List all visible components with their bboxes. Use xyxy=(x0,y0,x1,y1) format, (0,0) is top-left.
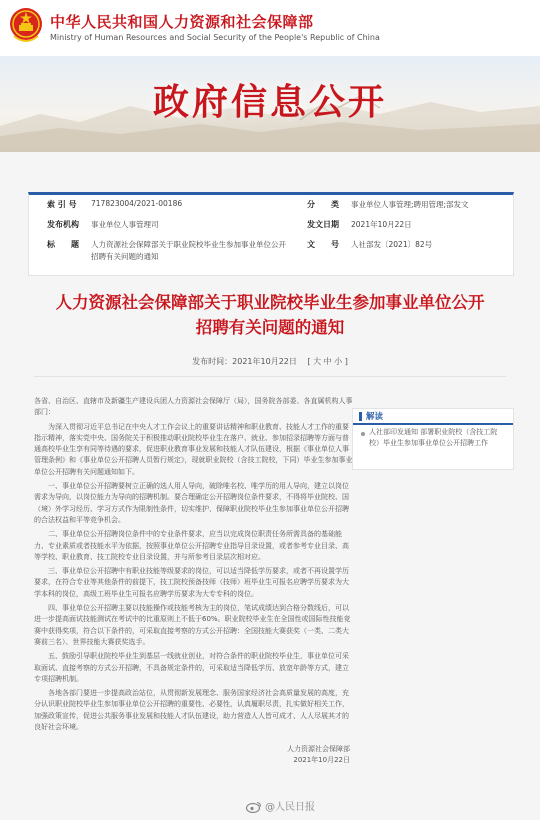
interpretation-header xyxy=(353,409,513,425)
accent-bar xyxy=(359,412,362,421)
watermark xyxy=(246,798,315,813)
interpretation-panel xyxy=(352,408,514,470)
publish-date: 发布时间：2021年10月22日 xyxy=(192,357,297,366)
national-emblem-icon xyxy=(8,6,44,46)
date-value: 2021年10月22日 xyxy=(351,220,412,229)
signature-org: 人力资源社会保障部 xyxy=(287,745,350,753)
issuer-value: 事业单位人事管理司 xyxy=(91,220,159,229)
issuer-label: 发布机构 xyxy=(47,220,79,229)
weibo-icon xyxy=(246,801,262,813)
index-label: 索 引 号 xyxy=(47,200,77,209)
category-label: 分 类 xyxy=(307,200,339,209)
article-title-line1: 人力资源社会保障部关于职业院校毕业生参加事业单位公开 xyxy=(55,293,485,312)
article-paragraph: 五、鼓励引导职业院校毕业生到基层一线就业创业，对符合条件的职业院校毕业生，事业单位可采取面试、直接考察的方式公开招聘，不具备规定条件的，可采取适当降低学历、放宽年龄等方式，建立专项招聘机制。 xyxy=(34,652,349,683)
index-value: 717823004/2021-00186 xyxy=(91,199,183,208)
title-value-line2: 招聘有关问题的通知 xyxy=(91,252,159,261)
signature-date: 2021年10月22日 xyxy=(293,756,350,764)
article-paragraph: 三、事业单位公开招聘中有职业技能等级要求的岗位，可以适当降低学历要求，或者不再设置学历要求，在符合专业等其他条件的前提下，技工院校预备技师（技师）班毕业生可报名应聘学历要求为大学本科的岗位，高级工班毕业生可报名应聘学历要求为大专专科的岗位。 xyxy=(34,567,349,598)
article-paragraph: 为深入贯彻习近平总书记在中央人才工作会议上的重要讲话精神和职业教育、技能人才工作的重要指示精神，落实党中央、国务院关于积极推动职业院校毕业生在落户、就业、参加招录招聘等方面与普通高校毕业生享有同等待遇的要求，促进职业教育事业发展和技能人才队伍建设，根据《事业单位人事管理条例》和《事业单位公开招聘人员暂行规定》，现就职业院校（含技工院校，下同）毕业生参加事业单位公开招聘有关问题通知如下。 xyxy=(34,422,353,476)
article-paragraph: 一、事业单位公开招聘要树立正确的选人用人导向，破除唯名校、唯学历的用人导向，建立以岗位需求为导向，以岗位能力为导向的招聘机制。要合理确定公开招聘岗位条件要求，不得将毕业院校、国（境）外学习经历、学习方式作为限制性条件，切实维护、保障职业院校毕业生参加事业单位公开招聘的合法权益和平等竞争机会。 xyxy=(34,482,349,524)
article-date-bar xyxy=(34,356,506,367)
font-size-switcher[interactable]: [ 大 中 小 ] xyxy=(307,357,348,366)
title-label: 标 题 xyxy=(47,240,79,249)
site-header xyxy=(0,0,540,56)
article-paragraph: 各地各部门要进一步提高政治站位，从贯彻新发展理念、服务国家经济社会高质量发展的高度，充分认识职业院校毕业生参加事业单位公开招聘的重要性、必要性，认真履职尽责，扎实做好相关工作，加强政策宣传，促进公共服务事业发展和技能人才队伍建设，助力营造人人皆可成才、人人尽展其才的良好社会环境。 xyxy=(34,689,349,732)
divider xyxy=(34,376,506,377)
doc-number-value: 人社部发〔2021〕82号 xyxy=(351,240,433,249)
article-signature xyxy=(250,744,350,766)
article-paragraph: 各省、自治区、直辖市及新疆生产建设兵团人力资源社会保障厅（局），国务院各部委、各直属机构人事部门： xyxy=(34,397,353,417)
article-paragraph: 二、事业单位公开招聘岗位条件中的专业条件要求，应当以完成岗位职责任务所需具备的基础能力、专业素质或者技能水平为依据，按照事业单位公开招聘专业指导目录设置，或者参考专业目录、高等学校、职业教育、技工院校专业目录设置，并与所参考目录层次相对应。 xyxy=(34,530,349,561)
page-banner xyxy=(0,56,540,152)
category-value: 事业单位人事管理;聘用管理;部发文 xyxy=(351,200,469,209)
interpretation-title: 解读 xyxy=(366,412,384,422)
watermark-text: @人民日报 xyxy=(265,802,315,813)
article-title xyxy=(34,290,506,340)
ministry-title: 中华人民共和国人力资源和社会保障部 xyxy=(50,13,314,31)
meta-row-title xyxy=(29,239,513,269)
document-meta-table xyxy=(28,192,514,276)
title-value-line1: 人力资源社会保障部关于职业院校毕业生参加事业单位公开 xyxy=(91,240,286,249)
banner-title: 政府信息公开 xyxy=(152,82,387,123)
article-paragraph: 四、事业单位公开招聘主要以技能操作或技能考核为主的岗位，笔试成绩达到合格分数线后，可以进一步提高面试技能测试在考试中的比重原则上不低于60%。职业院校毕业生在全国性或国际性技能竞赛中获得奖项，符合以下条件的，可采取直接考察的方式公开招聘：全国技能大赛获奖（一类、二类大赛前三名）、世界技能大赛获奖选手。 xyxy=(34,604,351,646)
article-title-line2: 招聘有关问题的通知 xyxy=(195,318,345,337)
meta-row-issuer xyxy=(29,219,513,237)
meta-row-index xyxy=(29,199,513,217)
page-body xyxy=(0,152,540,820)
interpretation-link[interactable]: 人社部印发通知 部署职业院校（含技工院校）毕业生参加事业单位公开招聘工作 xyxy=(369,428,498,447)
bullet-icon xyxy=(361,432,365,436)
ministry-subtitle: Ministry of Human Resources and Social Security of the People's Republic of China xyxy=(50,33,380,42)
date-label: 发文日期 xyxy=(307,220,339,229)
article-body xyxy=(34,396,354,776)
doc-number-label: 文 号 xyxy=(307,240,339,249)
